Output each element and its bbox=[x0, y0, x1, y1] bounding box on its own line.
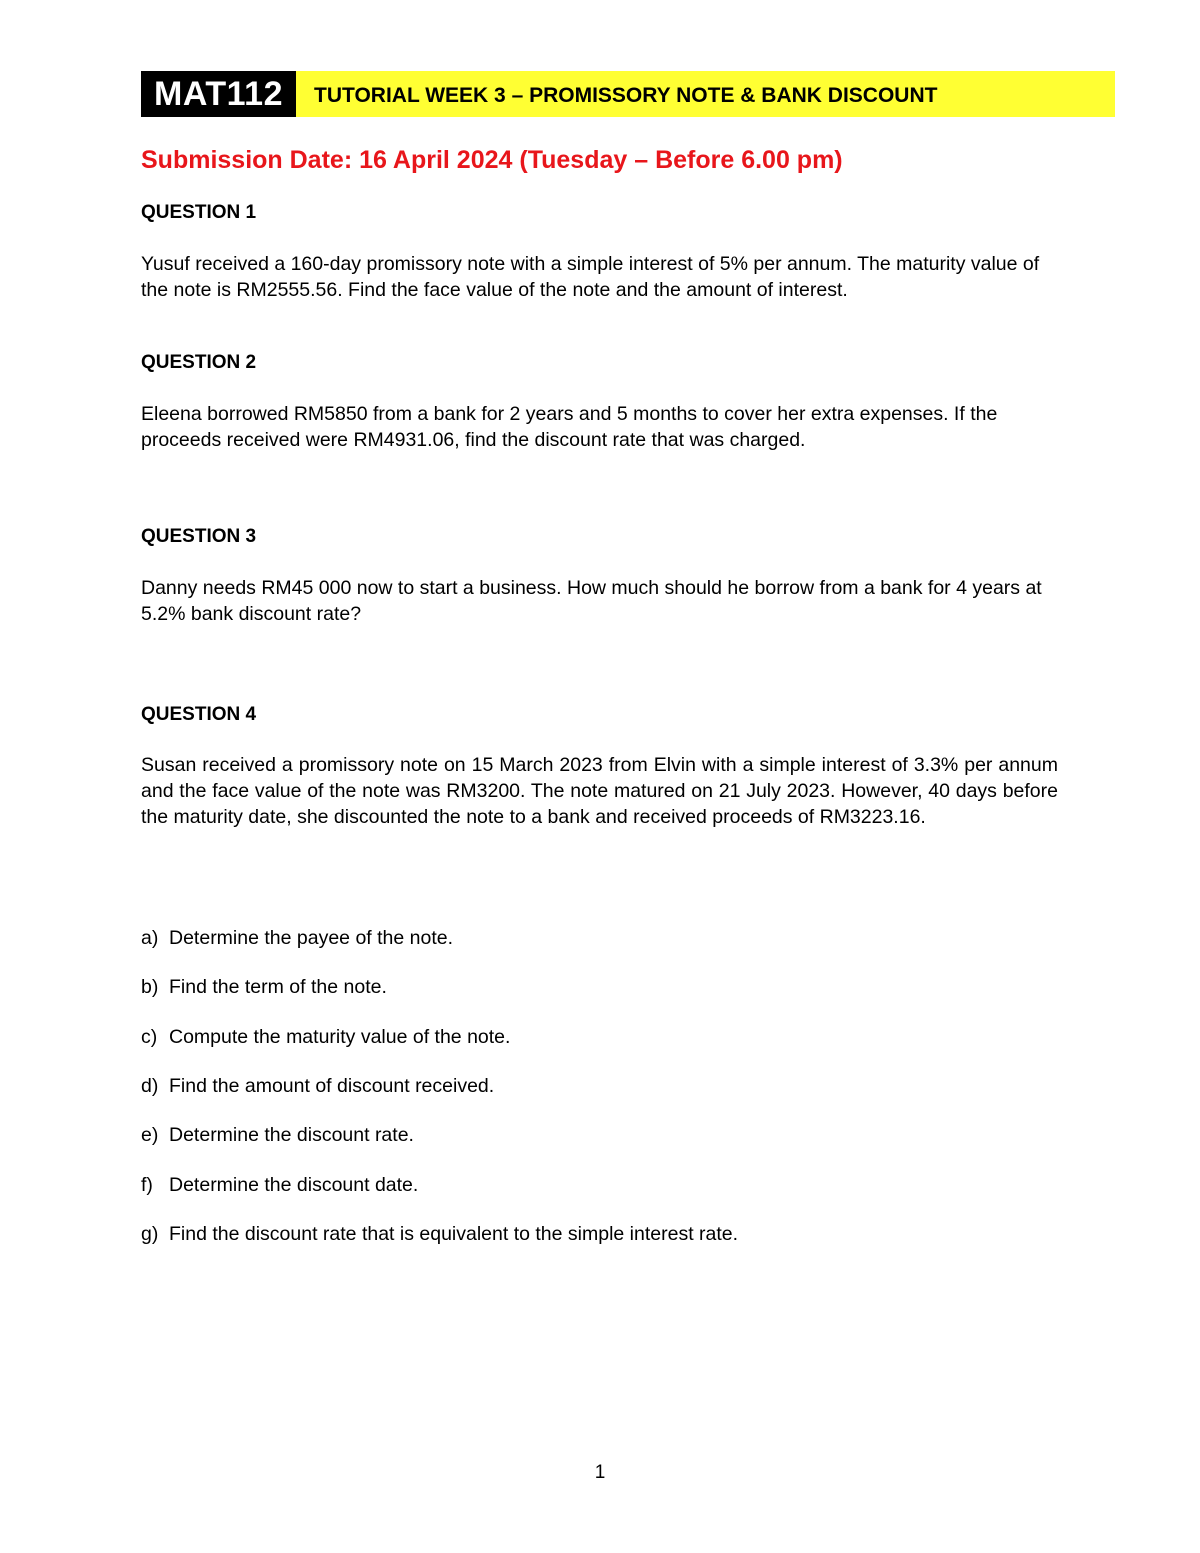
part-text: Find the amount of discount received. bbox=[169, 1075, 495, 1097]
question-4-part-f bbox=[141, 1172, 418, 1198]
question-4-part-c bbox=[141, 1024, 510, 1050]
question-4-part-b bbox=[141, 974, 387, 1000]
question-2-heading: QUESTION 2 bbox=[141, 352, 257, 373]
part-label: a) bbox=[141, 927, 159, 949]
part-text: Determine the payee of the note. bbox=[169, 927, 454, 949]
question-1-heading: QUESTION 1 bbox=[141, 202, 257, 223]
part-text: Determine the discount date. bbox=[169, 1174, 419, 1196]
question-4-part-a bbox=[141, 925, 453, 951]
question-4-heading: QUESTION 4 bbox=[141, 704, 257, 725]
part-label: e) bbox=[141, 1124, 159, 1146]
question-4-part-e bbox=[141, 1122, 414, 1148]
part-text: Determine the discount rate. bbox=[169, 1124, 414, 1146]
part-text: Compute the maturity value of the note. bbox=[169, 1026, 511, 1048]
part-label: b) bbox=[141, 976, 159, 998]
header-title: TUTORIAL WEEK 3 – PROMISSORY NOTE & BANK DISCOUNT bbox=[296, 71, 1115, 117]
part-text: Find the term of the note. bbox=[169, 976, 387, 998]
part-label: g) bbox=[141, 1223, 159, 1245]
part-label: f) bbox=[141, 1174, 153, 1196]
part-label: c) bbox=[141, 1026, 158, 1048]
question-1-text: Yusuf received a 160-day promissory note with a simple interest of 5% per annum. The maturity value of the note is RM2555.56. Find the face value of the note and the amount of interest. bbox=[141, 253, 1040, 301]
submission-date: Submission Date: 16 April 2024 (Tuesday – Before 6.00 pm) bbox=[141, 146, 843, 174]
question-4-text: Susan received a promissory note on 15 March 2023 from Elvin with a simple interest of 3.3% per annum and the face value of the note was RM3200. The note matured on 21 July 2023. However, 40 days before the maturity date, she discounted the note to a bank and received proceeds of RM3223.16. bbox=[141, 754, 1058, 828]
page-number: 1 bbox=[594, 1462, 606, 1483]
part-label: d) bbox=[141, 1075, 159, 1097]
question-4-part-g bbox=[141, 1221, 738, 1247]
part-text: Find the discount rate that is equivalent to the simple interest rate. bbox=[169, 1223, 739, 1245]
question-3-heading: QUESTION 3 bbox=[141, 526, 257, 547]
header-banner bbox=[141, 71, 1115, 117]
question-4-part-d bbox=[141, 1073, 494, 1099]
question-2-text: Eleena borrowed RM5850 from a bank for 2 years and 5 months to cover her extra expenses. If the proceeds received were RM4931.06, find the discount rate that was charged. bbox=[141, 403, 998, 451]
question-3-text: Danny needs RM45 000 now to start a business. How much should he borrow from a bank for 4 years at 5.2% bank discount rate? bbox=[141, 577, 1042, 625]
course-code: MAT112 bbox=[141, 71, 296, 117]
